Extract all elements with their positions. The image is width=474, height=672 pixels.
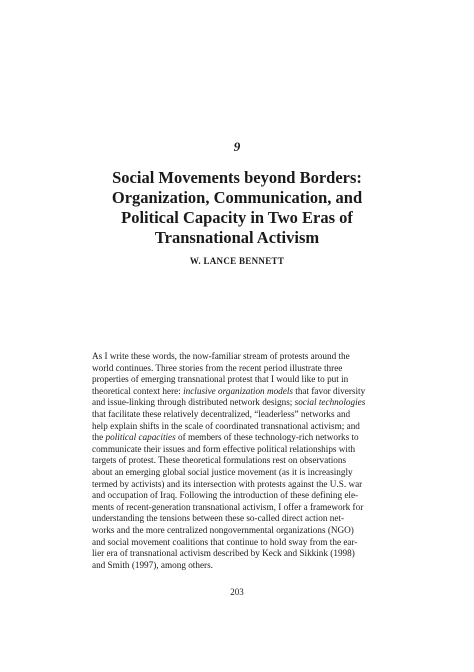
text-line: help explain shifts in the scale of coordinated transnational activism; and: [92, 420, 360, 431]
emphasized-term: social technologies: [294, 397, 366, 408]
chapter-title-line: Political Capacity in Two Eras of: [121, 208, 353, 227]
emphasized-term: political capacities: [105, 432, 176, 443]
body-paragraph: [92, 351, 392, 571]
emphasized-term: inclusive organization models: [183, 385, 293, 396]
chapter-title-line: Social Movements beyond Borders:: [112, 168, 362, 187]
text-line: that facilitate these relatively decentralized, “leaderless” networks and: [92, 408, 351, 419]
text-line: termed by activists) and its intersection with protests against the U.S. war: [92, 478, 363, 489]
text-line: and social movement coalitions that continue to hold sway from the ear-: [92, 536, 358, 547]
text-line: communicate their issues and form effective political relationships with: [92, 443, 356, 454]
text-line: works and the more centralized nongovernmental organizations (NGO): [92, 524, 354, 535]
text-line: As I write these words, the now-familiar stream of protests around the: [92, 351, 350, 361]
text-line: and occupation of Iraq. Following the introduction of these defining ele-: [92, 490, 359, 501]
author-name: W. LANCE BENNETT: [189, 256, 285, 266]
text-line: world continues. Three stories from the recent period illustrate three: [92, 362, 343, 373]
chapter-title-line: Transnational Activism: [154, 228, 320, 247]
text-line: about an emerging global social justice movement (as it is increasingly: [92, 466, 353, 477]
chapter-title: [40, 168, 434, 248]
text-line: lier era of transnational activism described by Keck and Sikkink (1998): [92, 548, 355, 559]
text-line: targets of protest. These theoretical formulations rest on observations: [92, 455, 347, 466]
text-line: and Smith (1997), among others.: [92, 559, 213, 570]
text-line: properties of emerging transnational protest that I would like to put in: [92, 374, 349, 385]
page-number: 203: [230, 587, 244, 597]
text-line: theoretical context here: inclusive organization models that favor diversity: [92, 385, 366, 396]
text-line: and issue-linking through distributed network designs; social technologies: [92, 397, 366, 408]
text-line: the political capacities of members of these technology-rich networks to: [92, 432, 359, 443]
chapter-title-line: Organization, Communication, and: [111, 188, 363, 207]
text-line: ments of recent-generation transnational activism, I offer a framework for: [92, 501, 364, 512]
chapter-number: 9: [233, 139, 241, 154]
text-line: understanding the tensions between these so-called direct action net-: [92, 513, 345, 524]
